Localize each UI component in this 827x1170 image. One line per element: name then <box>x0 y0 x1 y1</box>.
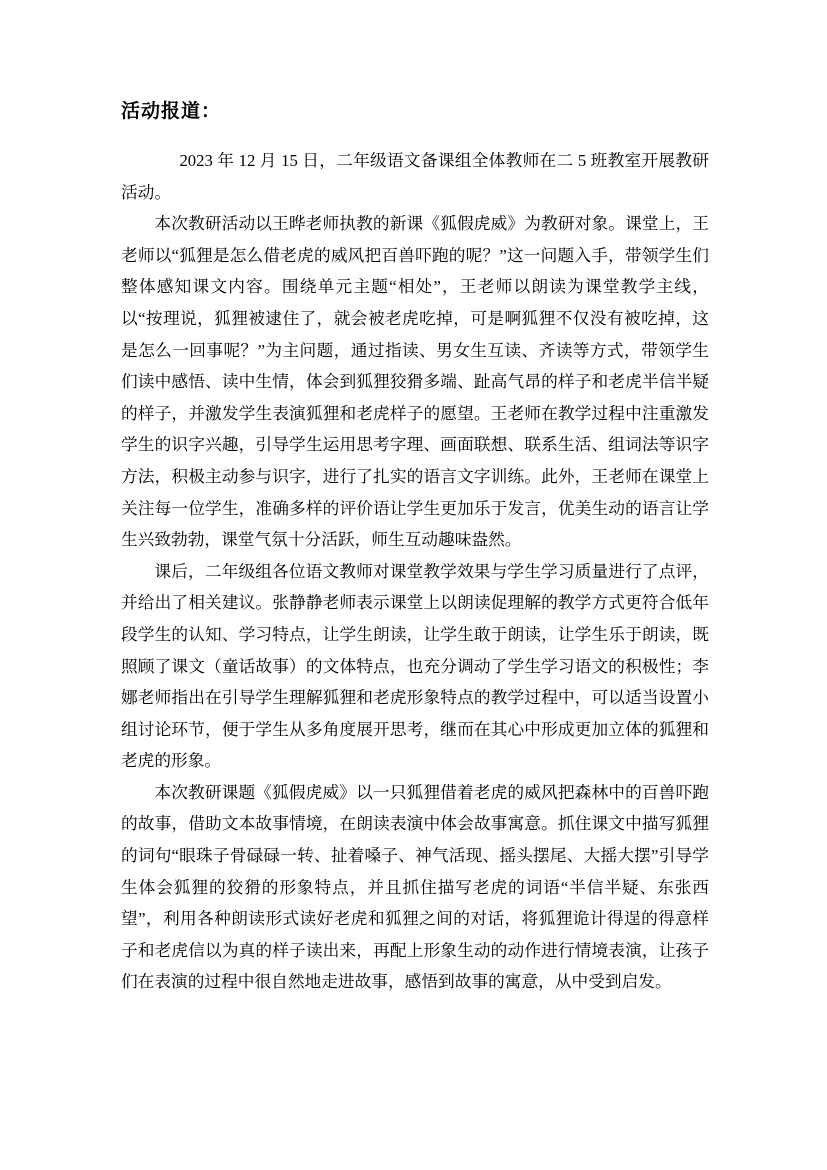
paragraph-lesson-description: 本次教研活动以王晔老师执教的新课《狐假虎威》为教研对象。课堂上，王老师以“狐狸是怎么借老虎的威风把百兽吓跑的呢？”这一问题入手，带领学生们整体感知课文内容。围绕单元主题“相处”，王老师以朗读为课堂教学主线，以“按理说，狐狸被逮住了，就会被老虎吃掉，可是啊狐狸不仅没有被吃掉，这是怎么一回事呢？”为主问题，通过指读、男女生互读、齐读等方式，带领学生们读中感悟、读中生情，体会到狐狸狡猾多端、趾高气昂的样子和老虎半信半疑的样子，并激发学生表演狐狸和老虎样子的愿望。王老师在教学过程中注重激发学生的识字兴趣，引导学生运用思考字理、画面联想、联系生活、组词法等识字方法，积极主动参与识字，进行了扎实的语言文字训练。此外，王老师在课堂上关注每一位学生，准确多样的评价语让学生更加乐于发言，优美生动的语言让学生兴致勃勃，课堂气氛十分活跃，师生互动趣味盎然。 <box>121 214 709 550</box>
document-title: 活动报道： <box>121 101 222 122</box>
paragraph-topic-summary: 本次教研课题《狐假虎威》以一只狐狸借着老虎的威风把森林中的百兽吓跑的故事，借助文本故事情境，在朗读表演中体会故事寓意。抓住课文中描写狐狸的词句“眼珠子骨碌碌一转、扯着嗓子、神气活现、摇头摆尾、大摇大摆”引导学生体会狐狸的狡猾的形象特点，并且抓住描写老虎的词语“半信半疑、东张西望”，利用各种朗读形式读好老虎和狐狸之间的对话，将狐狸诡计得逞的得意样子和老虎信以为真的样子读出来，再配上形象生动的动作进行情境表演，让孩子们在表演的过程中很自然地走进故事，感悟到故事的寓意，从中受到启发。 <box>121 782 709 992</box>
document-body <box>121 96 709 998</box>
paragraph-date-intro: 2023 年 12 月 15 日，二年级语文备课组全体教师在二 5 班教室开展教研活动。 <box>121 151 709 202</box>
paragraph-teacher-feedback: 课后，二年级组各位语文教师对课堂教学效果与学生学习质量进行了点评，并给出了相关建议。张静静老师表示课堂上以朗读促理解的教学方式更符合低年段学生的认知、学习特点，让学生朗读，让学生敢于朗读，让学生乐于朗读，既照顾了课文（童话故事）的文体特点，也充分调动了学生学习语文的积极性；李娜老师指出在引导学生理解狐狸和老虎形象特点的教学过程中，可以适当设置小组讨论环节，便于学生从多角度展开思考，继而在其心中形成更加立体的狐狸和老虎的形象。 <box>121 561 709 771</box>
